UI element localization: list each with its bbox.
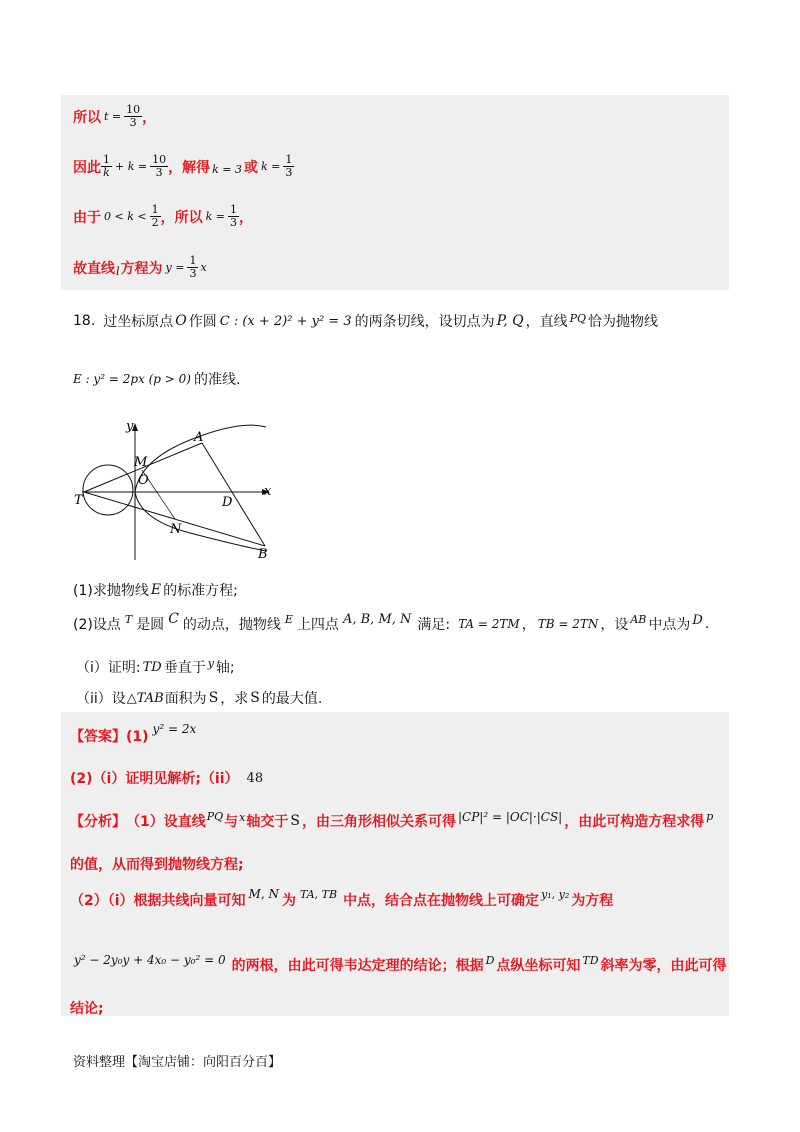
text: 与: [224, 814, 239, 830]
text: 满足:: [417, 617, 451, 633]
text: 由于: [73, 209, 101, 226]
text: 的准线.: [193, 372, 241, 388]
text: 面积为: [164, 691, 207, 707]
math: A, B, M, N: [342, 611, 412, 627]
text: 所以: [73, 109, 101, 126]
label-T: T: [74, 493, 83, 508]
text: 故直线: [73, 260, 115, 277]
math: t =: [104, 110, 122, 123]
text: 或: [243, 159, 258, 176]
text: ，所以: [160, 209, 203, 226]
part-i: [76, 657, 235, 677]
answer-label: 【答案】(1): [70, 729, 149, 745]
math: TD: [142, 659, 162, 675]
part-2: [73, 611, 710, 634]
math: AB: [630, 612, 647, 626]
label-x: x: [264, 484, 272, 499]
part-1: [73, 580, 238, 600]
footer-source: 资料整理【淘宝店铺：向阳百分百】: [73, 1055, 282, 1070]
math: l: [116, 265, 120, 278]
text: （ii）设: [76, 691, 126, 707]
math: PQ: [569, 311, 586, 325]
text: 的两条切线，设切点为: [354, 314, 495, 330]
problem-number: 18.: [73, 313, 96, 329]
text: .: [704, 616, 710, 632]
analysis-line-2: [70, 854, 244, 874]
math: k = 3: [212, 163, 242, 176]
text: 结论;: [70, 1001, 104, 1017]
text: 恰为抛物线: [588, 314, 658, 330]
text: 的动点，抛物线: [182, 617, 281, 633]
text: （1）设直线: [126, 814, 206, 830]
math: O: [175, 313, 187, 329]
label-A: A: [194, 430, 204, 445]
label-D: D: [222, 495, 233, 510]
math: C : (x + 2)² + y² = 3: [219, 313, 352, 329]
fraction: $\frac{10}{3}$: [152, 153, 167, 179]
solution-line-4: [73, 255, 207, 280]
segment-AB: [202, 443, 265, 546]
segment-TB: [84, 492, 265, 546]
math: TA = 2TM: [458, 617, 520, 631]
text: ，求: [220, 691, 249, 707]
text: ，: [521, 617, 536, 633]
text: ，: [142, 109, 157, 126]
solution-line-3: [73, 204, 253, 229]
math: S: [208, 690, 219, 706]
text: 为: [281, 893, 296, 909]
fraction: $\frac{1}{3}$: [189, 254, 197, 280]
math: x: [239, 810, 246, 824]
math: TD: [582, 953, 599, 967]
text: ，解得: [168, 159, 211, 176]
label-y: y: [126, 419, 134, 434]
fraction: $\frac{10}{3}$: [126, 103, 141, 129]
fraction: $\frac{1}{k}$: [103, 153, 110, 179]
text: 的标准方程;: [163, 583, 238, 599]
geometry-figure: [70, 415, 280, 565]
math: P, Q: [496, 313, 524, 329]
math: TB = 2TN: [537, 617, 599, 631]
part-ii: [76, 688, 322, 708]
math: S: [290, 813, 300, 829]
text: ，由此可构造方程求得: [564, 814, 705, 830]
math: E: [284, 612, 293, 626]
math: M, N: [248, 887, 279, 901]
math: y: [207, 656, 214, 670]
problem-line-1: [73, 311, 658, 331]
text: (2)设点: [73, 617, 121, 633]
math: 0 < k <: [104, 210, 147, 223]
text: 轴交于: [246, 814, 289, 830]
text: 中点为: [648, 617, 691, 633]
math: △TAB: [126, 690, 164, 706]
fraction: $\frac{1}{2}$: [151, 203, 159, 229]
text: ，: [238, 209, 253, 226]
fraction: $\frac{1}{3}$: [229, 203, 237, 229]
circle-C: [83, 465, 133, 515]
text: 是圆: [136, 617, 165, 633]
analysis-line-4: [74, 955, 727, 975]
text: 为方程: [571, 893, 614, 909]
text: 轴;: [215, 660, 235, 676]
math: E: [150, 582, 162, 598]
math: C: [168, 611, 179, 627]
math: D: [485, 953, 495, 967]
text: 方程为: [120, 260, 163, 277]
text: 的两根，由此可得韦达定理的结论；根据: [231, 958, 484, 974]
text: 因此: [73, 159, 101, 176]
solution-line-1: [73, 104, 156, 129]
analysis-line-1: [70, 811, 713, 831]
text: （2）（i）根据共线向量可知: [70, 893, 246, 909]
label-N: N: [170, 522, 182, 537]
analysis-label: 【分析】: [70, 814, 126, 830]
text: 中点，结合点在抛物线上可确定: [343, 893, 540, 909]
text: (2)（i）证明见解析;（ii）: [70, 771, 239, 787]
math: E : y² = 2px (p > 0): [73, 372, 191, 386]
text: 的最大值.: [261, 691, 323, 707]
math: y² = 2x: [152, 722, 197, 736]
text: 的值，从而得到抛物线方程;: [70, 857, 244, 873]
math: D: [692, 612, 703, 628]
math: |CP|² = |OC|·|CS|: [457, 810, 563, 824]
math: T: [124, 612, 133, 626]
problem-line-2: [73, 369, 240, 389]
text: 作圆: [188, 314, 217, 330]
text: 过坐标原点: [103, 314, 174, 330]
math: k =: [205, 210, 225, 223]
parabola-E-lower: [135, 492, 266, 551]
math: p: [706, 809, 714, 823]
label-B: B: [258, 547, 268, 562]
math: PQ: [206, 809, 224, 823]
analysis-line-5: [70, 998, 104, 1018]
text: 上四点: [296, 617, 339, 633]
answer-line-2: [70, 768, 263, 788]
text: (1)求抛物线: [73, 583, 149, 599]
math: x: [200, 261, 207, 274]
answer-line-1: [70, 722, 197, 746]
math: + k =: [115, 160, 148, 173]
answer-value: 48: [246, 770, 264, 786]
math: y² − 2y₀y + 4x₀ − y₀² = 0: [74, 953, 226, 967]
text: 点纵坐标可知: [496, 958, 581, 974]
text: ，由三角形相似关系可得: [301, 814, 456, 830]
fraction: $\frac{1}{3}$: [285, 153, 293, 179]
text: ，设: [600, 617, 629, 633]
math: k =: [260, 160, 281, 173]
math: TA, TB: [299, 887, 338, 901]
analysis-line-3: [70, 887, 614, 910]
math: y₁, y₂: [541, 887, 570, 901]
label-O: O: [138, 473, 149, 488]
solution-line-2: [73, 154, 294, 179]
label-M: M: [134, 455, 148, 470]
math: S: [250, 690, 260, 706]
text: （i）证明:: [76, 660, 141, 676]
math: y =: [165, 261, 185, 274]
text: ，直线: [525, 314, 568, 330]
text: 垂直于: [163, 660, 206, 676]
text: 斜率为零，由此可得: [600, 958, 727, 974]
